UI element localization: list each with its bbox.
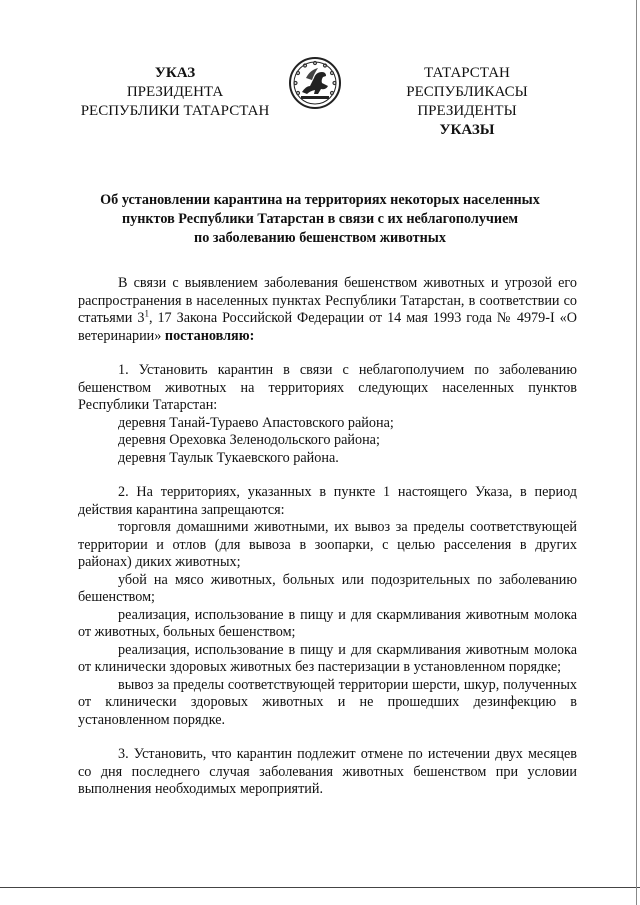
preamble-text-cont: , 17 Закона Российской Федерации от 14 мая 1993 года № 4979-I «О ветеринарии» xyxy=(78,310,577,344)
title-line-3: по заболеванию бешенством животных xyxy=(194,230,446,246)
document-title xyxy=(90,191,550,248)
section-1-item: деревня Танай-Тураево Апастовского района; xyxy=(118,414,394,431)
page-bottom-edge xyxy=(0,887,640,888)
tatarstan-emblem-icon xyxy=(288,56,342,110)
section-2-item: убой на мясо животных, больных или подозрительных по заболеванию бешенством; xyxy=(78,571,577,605)
section-1-item: деревня Таулык Тукаевского района. xyxy=(118,449,339,466)
president-label-tt: ПРЕЗИДЕНТЫ xyxy=(417,103,517,119)
preamble-paragraph xyxy=(78,275,577,345)
page-right-edge xyxy=(636,0,637,905)
decree-label-tt: УКАЗЫ xyxy=(439,122,495,138)
republic-label-tt: ТАТАРСТАН РЕСПУБЛИКАСЫ xyxy=(406,65,528,100)
section-1-intro: 1. Установить карантин в связи с неблагополучием по заболеванию бешенством животных на территориях следующих населенных пунктов Республики Татарстан: xyxy=(78,362,577,413)
section-1-item: деревня Ореховка Зеленодольского района; xyxy=(118,432,380,448)
republic-label-ru: РЕСПУБЛИКИ ТАТАРСТАН xyxy=(80,103,270,119)
section-2-item: вывоз за пределы соответствующей территории шерсти, шкур, полученных от клинически здоровых животных и не прошедших дезинфекцию в установленном порядке. xyxy=(78,676,577,728)
section-2-item: реализация, использование в пищу и для скармливания животным молока от животных, больных бешенством; xyxy=(78,606,577,640)
section-2-intro: 2. На территориях, указанных в пункте 1 настоящего Указа, в период действия карантина запрещаются: xyxy=(78,484,577,518)
president-label-ru: ПРЕЗИДЕНТА xyxy=(126,84,224,100)
section-2-item: реализация, использование в пищу и для скармливания животным молока от клинически здоровых животных без пастеризации в установленном порядке; xyxy=(78,641,577,675)
header-right-block xyxy=(362,64,572,140)
header-left-block xyxy=(70,64,280,121)
decree-label-ru: УКАЗ xyxy=(154,65,196,81)
title-line-1: Об установлении карантина на территориях некоторых населенных xyxy=(100,192,540,208)
section-2-item: торговля домашними животными, их вывоз за пределы соответствующей территории и отлов (для вывоза в зоопарки, с целью расселения в других районах) диких животных; xyxy=(78,519,577,570)
resolve-word: постановляю: xyxy=(164,327,255,344)
title-line-2: пунктов Республики Татарстан в связи с их неблагополучием xyxy=(121,211,519,227)
article-superscript: 1 xyxy=(144,308,149,319)
document-body xyxy=(78,275,577,799)
preamble-text: В связи с выявлением заболевания бешенством животных и угрозой его распространения в населенных пунктах Республики Татарстан, в соответствии со статьями 3 xyxy=(78,275,577,326)
section-3-paragraph: 3. Установить, что карантин подлежит отмене по истечении двух месяцев со дня последнего случая заболевания животных бешенством при условии выполнения необходимых мероприятий. xyxy=(78,746,577,797)
